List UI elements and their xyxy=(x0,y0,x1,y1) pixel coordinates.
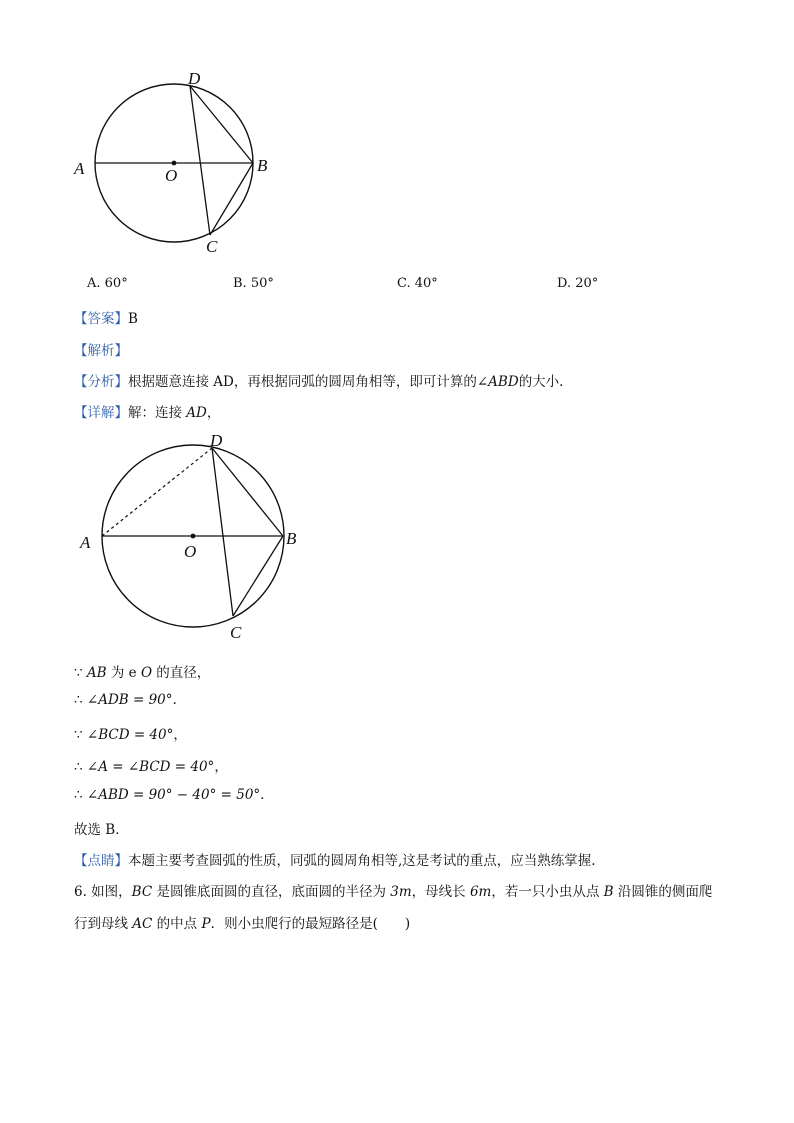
center-point xyxy=(172,161,177,166)
label-d: D xyxy=(210,431,223,450)
answer-text: B xyxy=(128,311,138,327)
label-a: A xyxy=(74,159,85,178)
answer-line xyxy=(74,307,138,327)
conclusion: 故选 B． xyxy=(74,822,129,838)
label-c: C xyxy=(206,237,218,256)
label-b: B xyxy=(286,529,297,548)
label-a: A xyxy=(80,533,91,552)
label-d: D xyxy=(188,69,201,88)
fenxi-tag: 【分析】 xyxy=(74,374,128,390)
option-d: D. 20° xyxy=(557,276,599,291)
step-2: ∴ ∠ADB = 90°. xyxy=(74,692,177,708)
answer-tag: 【答案】 xyxy=(74,311,128,327)
chord-bc xyxy=(210,163,253,235)
detail-line: 【详解】解：连接 AD， xyxy=(74,405,221,421)
label-o: O xyxy=(165,166,178,185)
option-a: A. 60° xyxy=(87,276,128,291)
step-1: ∵ AB 为 e O 的直径， xyxy=(74,665,211,681)
step-3: ∵ ∠BCD = 40°， xyxy=(74,727,187,743)
question-6-line-1: 6. 如图，BC 是圆锥底面圆的直径，底面圆的半径为 3m，母线长 6m，若一只小虫从点 B 沿圆锥的侧面爬 xyxy=(74,884,713,900)
analysis-tag: 【解析】 xyxy=(74,343,128,359)
center-point xyxy=(191,534,196,539)
comment-line: 【点睛】本题主要考查圆弧的性质，同弧的圆周角相等,这是考试的重点，应当熟练掌握. xyxy=(74,853,596,869)
question-6-line-2: 行到母线 AC 的中点 P．则小虫爬行的最短路径是( ) xyxy=(74,916,411,932)
step-4: ∴ ∠A = ∠BCD = 40°， xyxy=(74,759,228,775)
step-5: ∴ ∠ABD = 90° − 40° = 50°. xyxy=(74,787,265,803)
label-c: C xyxy=(230,623,242,642)
comment-tag: 【点睛】 xyxy=(74,853,128,869)
fenxi-line: 【分析】根据题意连接 AD，再根据同弧的圆周角相等，即可计算的∠ABD的大小. xyxy=(74,374,564,390)
figure-circle-1 xyxy=(60,66,290,266)
figure-circle-2 xyxy=(72,428,312,648)
chord-dc xyxy=(190,86,210,235)
option-c: C. 40° xyxy=(397,276,438,291)
chord-dc xyxy=(212,448,233,616)
option-b: B. 50° xyxy=(233,276,274,291)
chord-ad-dashed xyxy=(102,448,212,536)
detail-tag: 【详解】 xyxy=(74,405,128,421)
label-o: O xyxy=(184,542,197,561)
label-b: B xyxy=(257,156,268,175)
